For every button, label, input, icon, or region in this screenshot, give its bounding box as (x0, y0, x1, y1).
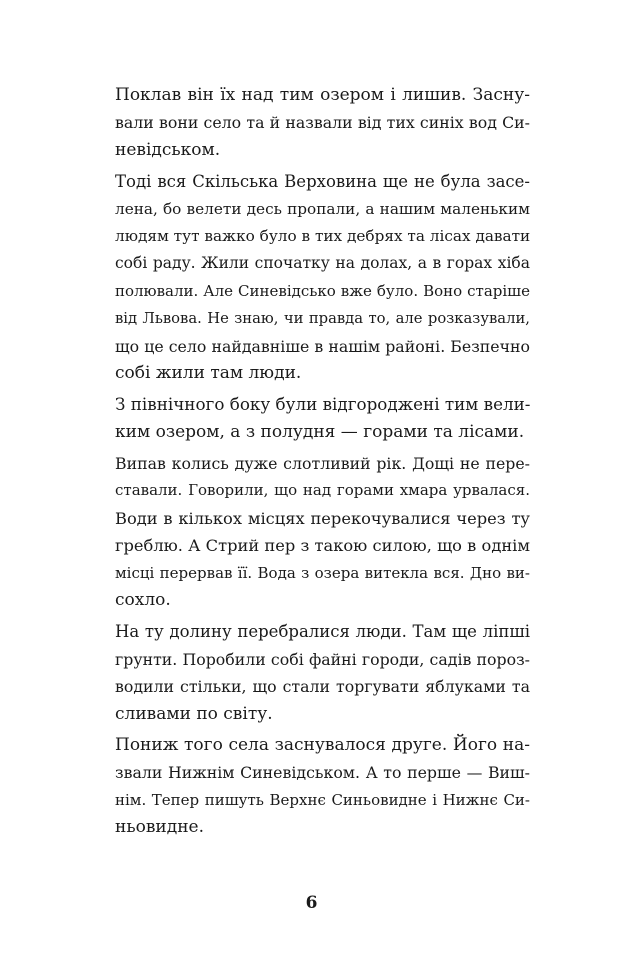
text-line: лена, бо велети десь пропали, а нашим маленьким (115, 199, 530, 218)
paragraph-1 (115, 82, 530, 164)
text-line: З північного боку були відгороджені тим вели- (115, 394, 531, 415)
paragraph-4 (115, 450, 530, 614)
text-line: від Львова. Не знаю, чи правда то, але розказували, (115, 310, 530, 328)
text-line: Поклав він їх над тим озером і лишив. Засну- (115, 85, 530, 105)
text-line: ким озером, а з полудня — горами та лісами. (115, 421, 525, 442)
paragraph-3 (115, 391, 530, 446)
text-line: На ту долину перебралися люди. Там ще ліпші (115, 622, 530, 642)
text-line: нім. Тепер пишуть Верхнє Синьовидне і Нижнє Си- (115, 790, 530, 809)
text-line: ньовидне. (115, 817, 204, 838)
text-line: Тоді вся Скільська Верховина ще не була засе- (115, 172, 530, 192)
text-line: водили стільки, що стали торгувати яблуками та (115, 677, 530, 697)
text-line: невідськом. (115, 139, 221, 160)
text-block (115, 82, 530, 842)
text-line: греблю. А Стрий пер з такою силою, що в однім (115, 536, 530, 556)
text-line: звали Нижнім Синевідськом. А то перше — Виш- (115, 763, 530, 783)
text-line: Пониж того села заснувалося друге. Його на- (115, 734, 530, 755)
paragraph-2 (115, 168, 530, 387)
text-line: вали вони село та й назвали від тих синіх вод Си- (115, 113, 530, 133)
text-line: Води в кількох місцях перекочувалися через ту (115, 508, 530, 528)
text-line: собі жили там люди. (115, 362, 302, 383)
text-line: що це село найдавніше в нашім районі. Безпечно (115, 336, 530, 356)
text-line: сохло. (115, 590, 171, 611)
paragraph-5 (115, 618, 530, 728)
text-line: місці перервав її. Вода з озера витекла вся. Дно ви- (115, 563, 530, 582)
paragraph-6 (115, 732, 530, 842)
page-number: 6 (305, 893, 318, 913)
text-line: ставали. Говорили, що над горами хмара урвалася. (115, 481, 530, 500)
text-line: собі раду. Жили спочатку на долах, а в горах хіба (115, 254, 530, 273)
text-line: Випав колись дуже слотливий рік. Дощі не пере- (115, 454, 530, 474)
text-line: грунти. Поробили собі файні городи, садів пороз- (115, 649, 530, 669)
text-line: сливами по світу. (115, 703, 273, 724)
text-line: полювали. Але Синевідсько вже було. Воно старіше (115, 281, 530, 300)
text-line: людям тут важко було в тих дебрях та лісах давати (115, 226, 531, 245)
